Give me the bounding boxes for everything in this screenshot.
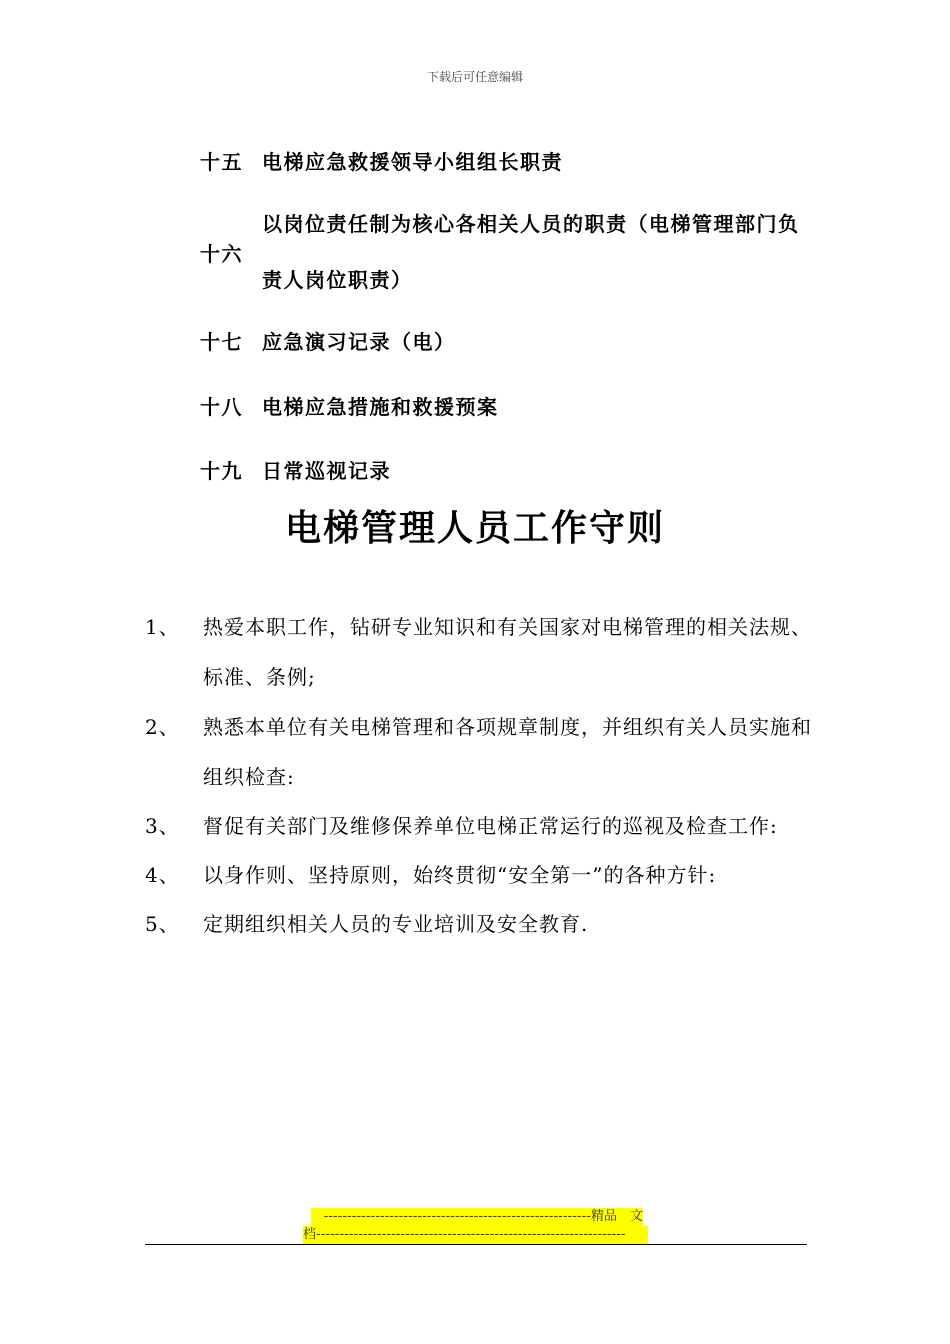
toc-title: 日常巡视记录 <box>262 459 391 483</box>
toc-title: 以岗位责任制为核心各相关人员的职责（电梯管理部门负责人岗位职责） <box>262 212 800 292</box>
toc-item <box>200 196 820 308</box>
toc-title: 应急演习记录（电） <box>262 330 456 354</box>
toc-item <box>200 391 820 420</box>
toc-number: 十七 <box>200 330 243 354</box>
rule-text: 热爱本职工作，钻研专业知识和有关国家对电梯管理的相关法规、标准、条例; <box>203 615 812 689</box>
footer-line: ---------------------------------------------------------精品 文 <box>311 1208 643 1226</box>
rule-number: 4、 <box>145 863 180 887</box>
toc-title: 电梯应急救援领导小组组长职责 <box>262 150 563 174</box>
rule-number: 5、 <box>145 912 180 936</box>
section-heading: 电梯管理人员工作守则 <box>284 508 665 549</box>
footer-divider <box>145 1244 807 1245</box>
rule-item <box>145 702 815 802</box>
toc-number: 十六 <box>200 241 243 266</box>
rule-number: 3、 <box>145 814 180 838</box>
page-header: 下载后可任意编辑 <box>426 70 523 84</box>
toc-number: 十九 <box>200 459 243 483</box>
rule-text: 以身作则、坚持原则，始终贯彻“安全第一”的各种方针: <box>203 863 717 887</box>
toc-title: 电梯应急措施和救援预案 <box>262 395 499 419</box>
rule-item <box>145 850 815 900</box>
rule-item <box>145 899 815 949</box>
toc-item <box>200 326 820 355</box>
rule-text: 督促有关部门及维修保养单位电梯正常运行的巡视及检查工作: <box>203 814 778 838</box>
rule-number: 2、 <box>145 715 180 739</box>
toc-item <box>200 455 820 484</box>
rule-text: 熟悉本单位有关电梯管理和各项规章制度，并组织有关人员实施和组织检查: <box>203 715 812 789</box>
toc-number: 十五 <box>200 150 243 174</box>
toc-number: 十八 <box>200 395 243 419</box>
rule-item <box>145 801 815 851</box>
rule-text: 定期组织相关人员的专业培训及安全教育. <box>203 912 589 936</box>
rule-item <box>145 602 815 702</box>
toc-item <box>200 146 820 175</box>
footer-line: 档------------------------------------------------------------------ <box>303 1226 648 1244</box>
footer-watermark <box>303 1208 648 1244</box>
rule-number: 1、 <box>145 615 180 639</box>
